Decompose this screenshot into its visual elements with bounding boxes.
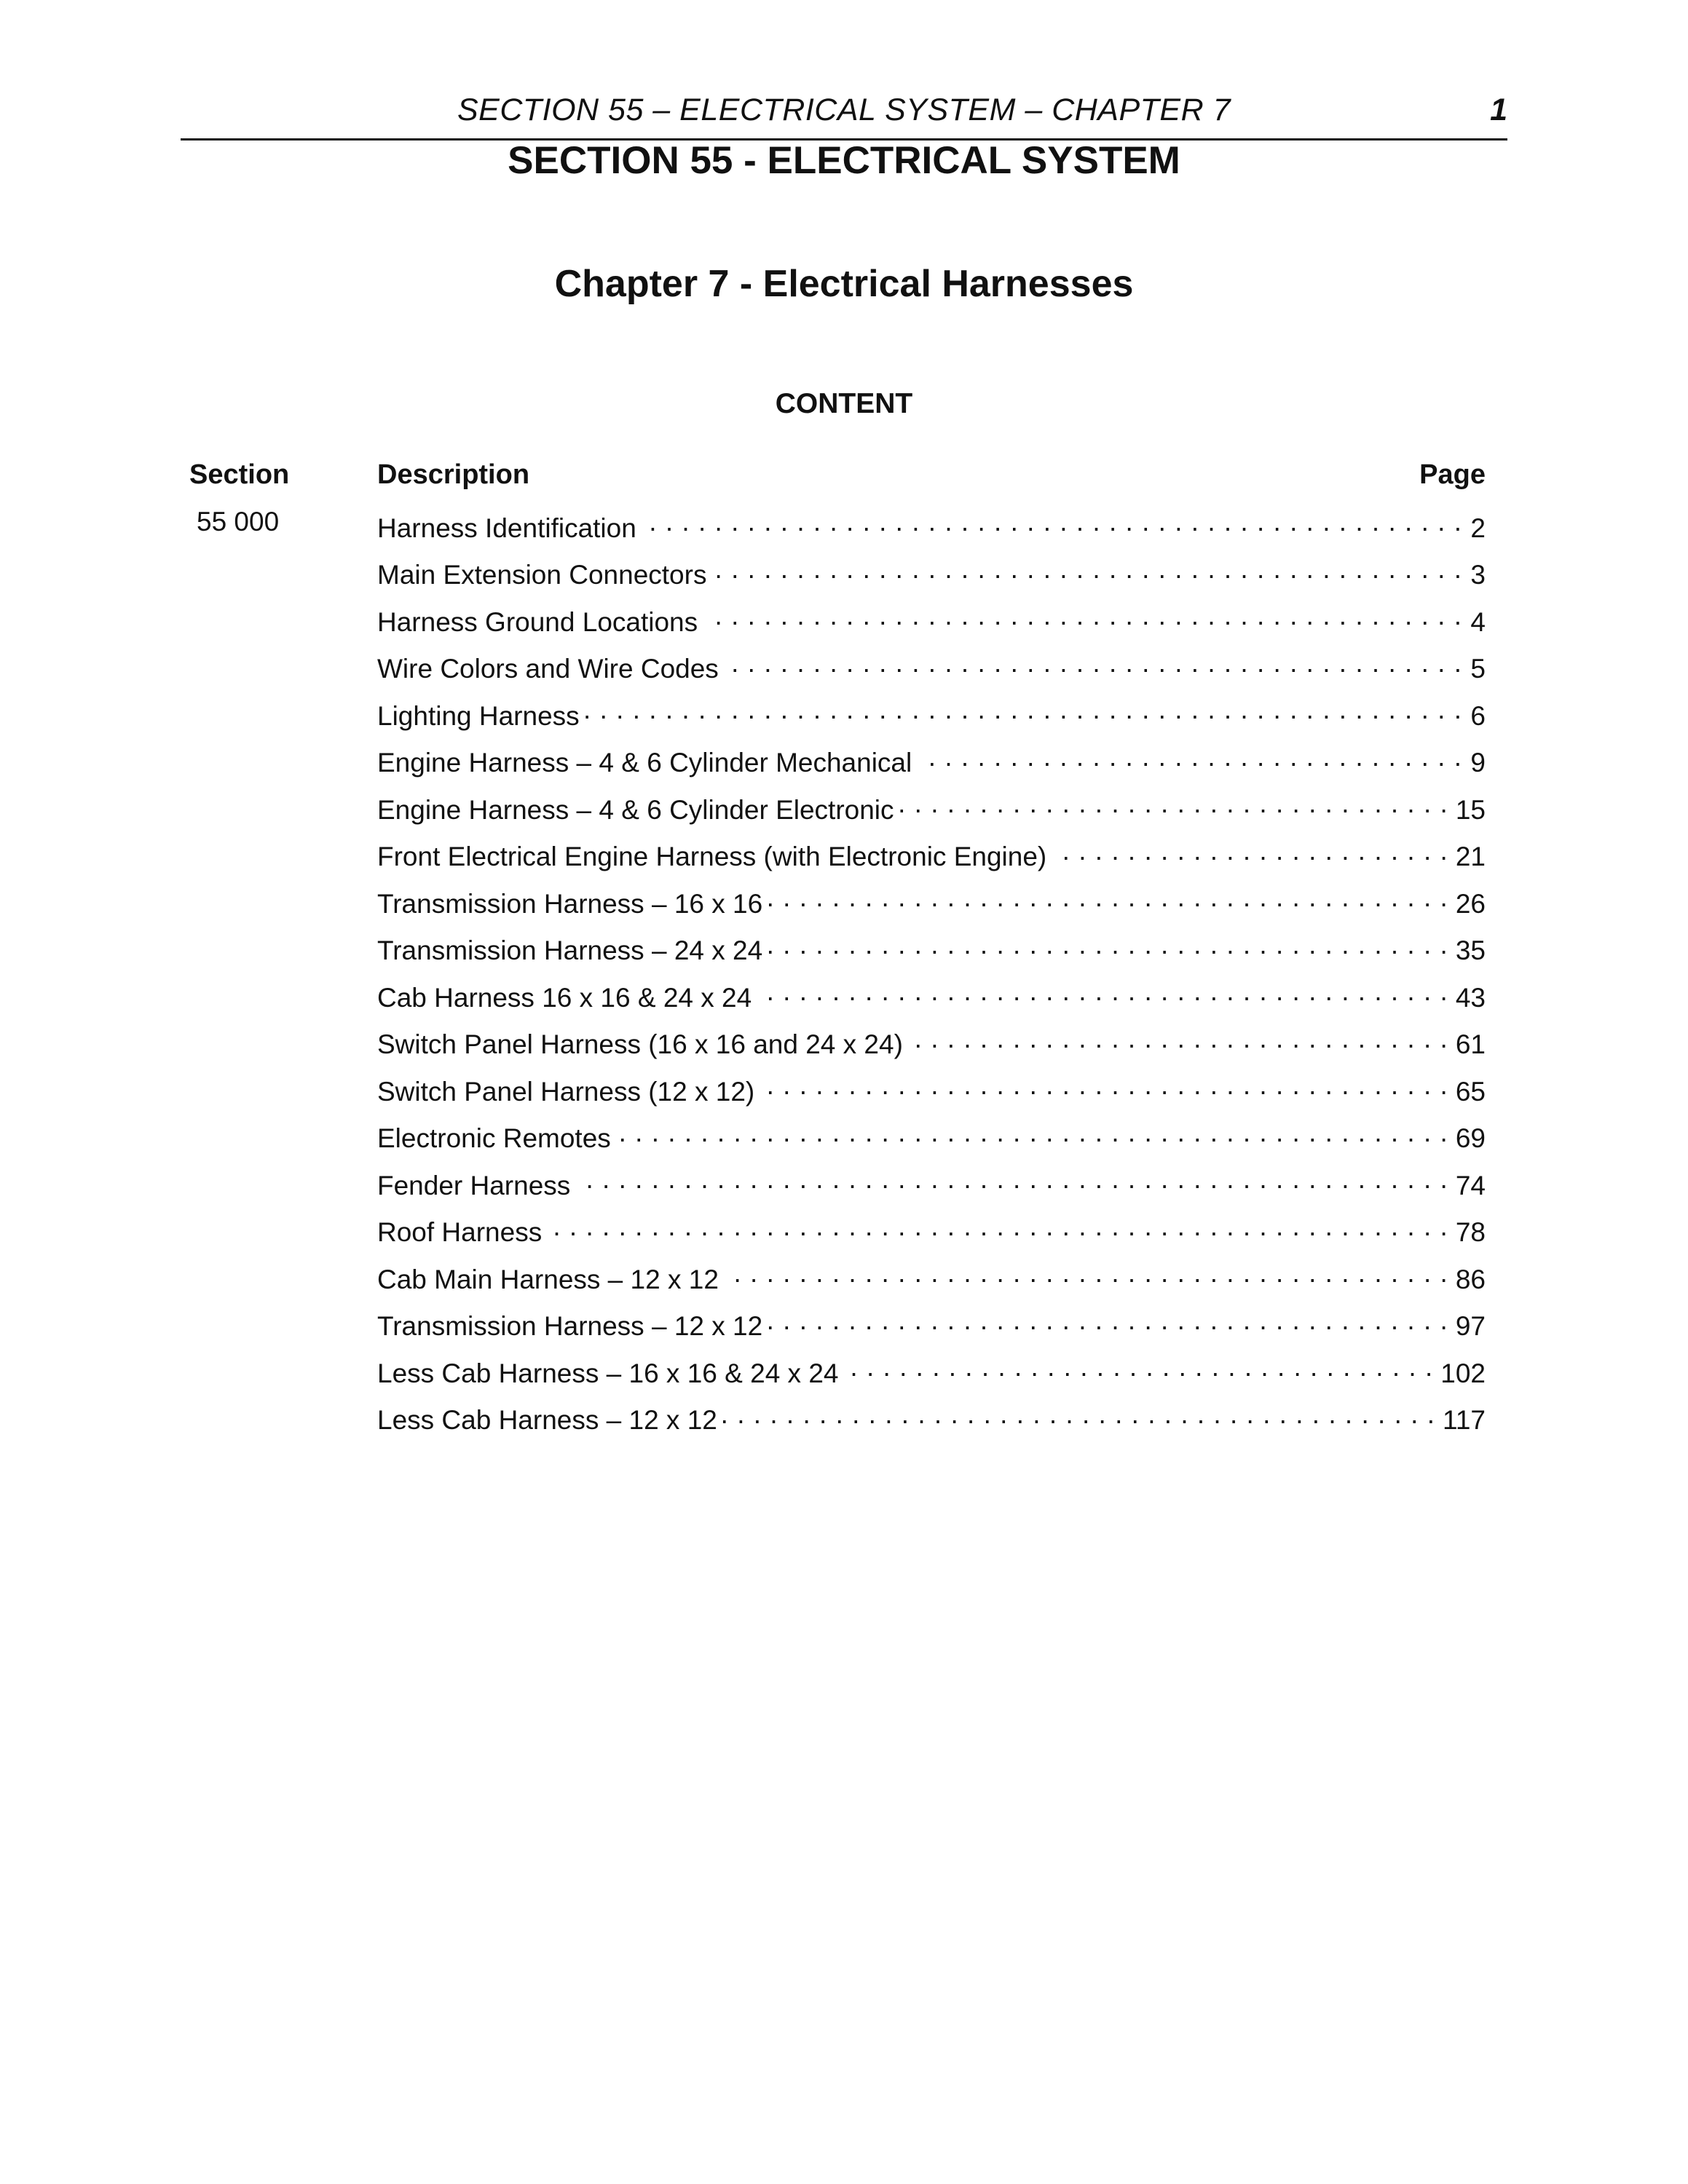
toc-entry-page: 2: [1470, 513, 1486, 543]
dot-leader: [548, 1212, 1448, 1242]
toc-entry: [377, 1259, 1486, 1306]
running-title: SECTION 55 – ELECTRICAL SYSTEM – CHAPTER 7: [457, 92, 1231, 127]
toc-entry: [377, 1212, 1486, 1259]
toc-entry: [377, 695, 1486, 743]
column-header-description: Description: [377, 459, 530, 490]
toc-entry-page: 15: [1455, 794, 1486, 825]
toc-entry-page: 69: [1455, 1123, 1486, 1154]
toc-entry-description: Harness Ground Locations: [377, 606, 698, 637]
toc-entry-description: Switch Panel Harness (12 x 12): [377, 1076, 755, 1107]
toc-entry-description: Switch Panel Harness (16 x 16 and 24 x 24): [377, 1029, 903, 1060]
page-number: 1: [1490, 92, 1507, 127]
toc-entry-description: Cab Main Harness – 12 x 12: [377, 1264, 719, 1294]
toc-entry: [377, 1400, 1486, 1447]
toc-entry: [377, 601, 1486, 649]
toc-entry-page: 5: [1470, 654, 1486, 684]
toc-entry-page: 9: [1470, 748, 1486, 778]
dot-leader: [712, 555, 1462, 585]
toc-entry: [377, 1024, 1486, 1072]
dot-leader: [617, 1118, 1448, 1148]
toc-entry: [377, 977, 1486, 1024]
toc-entry: [377, 1353, 1486, 1400]
toc-entry-page: 6: [1470, 700, 1486, 731]
toc-entry-description: Lighting Harness: [377, 700, 580, 731]
toc-entry-description: Wire Colors and Wire Codes: [377, 654, 719, 684]
toc-entry-page: 3: [1470, 560, 1486, 590]
toc-entry-description: Engine Harness – 4 & 6 Cylinder Electronic: [377, 794, 894, 825]
dot-leader: [757, 977, 1448, 1007]
toc-entry-page: 117: [1443, 1405, 1486, 1436]
dot-leader: [768, 1306, 1448, 1336]
toc-entry-page: 4: [1470, 606, 1486, 637]
toc-entry: [377, 507, 1486, 555]
toc-entry: [377, 1165, 1486, 1212]
dot-leader: [768, 930, 1448, 960]
dot-leader: [725, 649, 1462, 678]
toc-entry: [377, 883, 1486, 930]
toc-entries: [377, 507, 1486, 1447]
dot-leader: [723, 1400, 1435, 1430]
dot-leader: [703, 601, 1462, 631]
content-heading: CONTENT: [775, 388, 913, 419]
dot-leader: [768, 883, 1448, 913]
dot-leader: [576, 1165, 1448, 1195]
toc-entry: [377, 649, 1486, 696]
running-header: [181, 92, 1507, 138]
toc-entry-description: Roof Harness: [377, 1217, 543, 1248]
toc-entry-description: Engine Harness – 4 & 6 Cylinder Mechanical: [377, 748, 912, 778]
toc-entry-description: Front Electrical Engine Harness (with Electronic Engine): [377, 842, 1047, 872]
section-code: 55 000: [197, 507, 280, 537]
toc-entry-page: 21: [1455, 842, 1486, 872]
column-header-section: Section: [189, 459, 290, 490]
chapter-title: Chapter 7 - Electrical Harnesses: [554, 263, 1134, 305]
toc-entry: [377, 1306, 1486, 1353]
toc-entry-description: Cab Harness 16 x 16 & 24 x 24: [377, 982, 752, 1013]
toc-entry-description: Less Cab Harness – 16 x 16 & 24 x 24: [377, 1358, 839, 1388]
toc-entry-page: 35: [1455, 935, 1486, 966]
toc-entry: [377, 836, 1486, 884]
toc-entry-page: 43: [1455, 982, 1486, 1013]
toc-entry-page: 61: [1455, 1029, 1486, 1060]
toc-entry: [377, 1071, 1486, 1118]
dot-leader: [725, 1259, 1448, 1289]
toc-entry: [377, 1118, 1486, 1166]
toc-entry-page: 86: [1455, 1264, 1486, 1294]
dot-leader: [1052, 836, 1448, 866]
dot-leader: [844, 1353, 1433, 1382]
toc-entry-description: Main Extension Connectors: [377, 560, 707, 590]
toc-entry: [377, 789, 1486, 836]
toc-entry-description: Transmission Harness – 12 x 12: [377, 1311, 763, 1342]
document-title: SECTION 55 - ELECTRICAL SYSTEM: [508, 139, 1180, 182]
dot-leader: [900, 789, 1448, 819]
dot-leader: [909, 1024, 1448, 1054]
toc-entry-page: 78: [1455, 1217, 1486, 1248]
toc-entry-page: 97: [1455, 1311, 1486, 1342]
dot-leader: [918, 743, 1462, 772]
toc-entry: [377, 930, 1486, 978]
toc-entry-description: Electronic Remotes: [377, 1123, 611, 1154]
toc-entry-description: Harness Identification: [377, 513, 636, 543]
toc-entry-description: Fender Harness: [377, 1170, 571, 1200]
toc-entry-description: Less Cab Harness – 12 x 12: [377, 1405, 717, 1436]
toc-entry-description: Transmission Harness – 16 x 16: [377, 888, 763, 919]
toc-entry: [377, 555, 1486, 602]
dot-leader: [642, 507, 1462, 537]
toc-entry-description: Transmission Harness – 24 x 24: [377, 935, 763, 966]
toc-entry-page: 65: [1455, 1076, 1486, 1107]
column-header-page: Page: [1419, 459, 1486, 490]
toc-entry-page: 26: [1455, 888, 1486, 919]
toc-entry-page: 102: [1440, 1358, 1486, 1388]
toc-entry: [377, 743, 1486, 790]
dot-leader: [585, 695, 1462, 725]
dot-leader: [760, 1071, 1448, 1101]
toc-entry-page: 74: [1455, 1170, 1486, 1200]
